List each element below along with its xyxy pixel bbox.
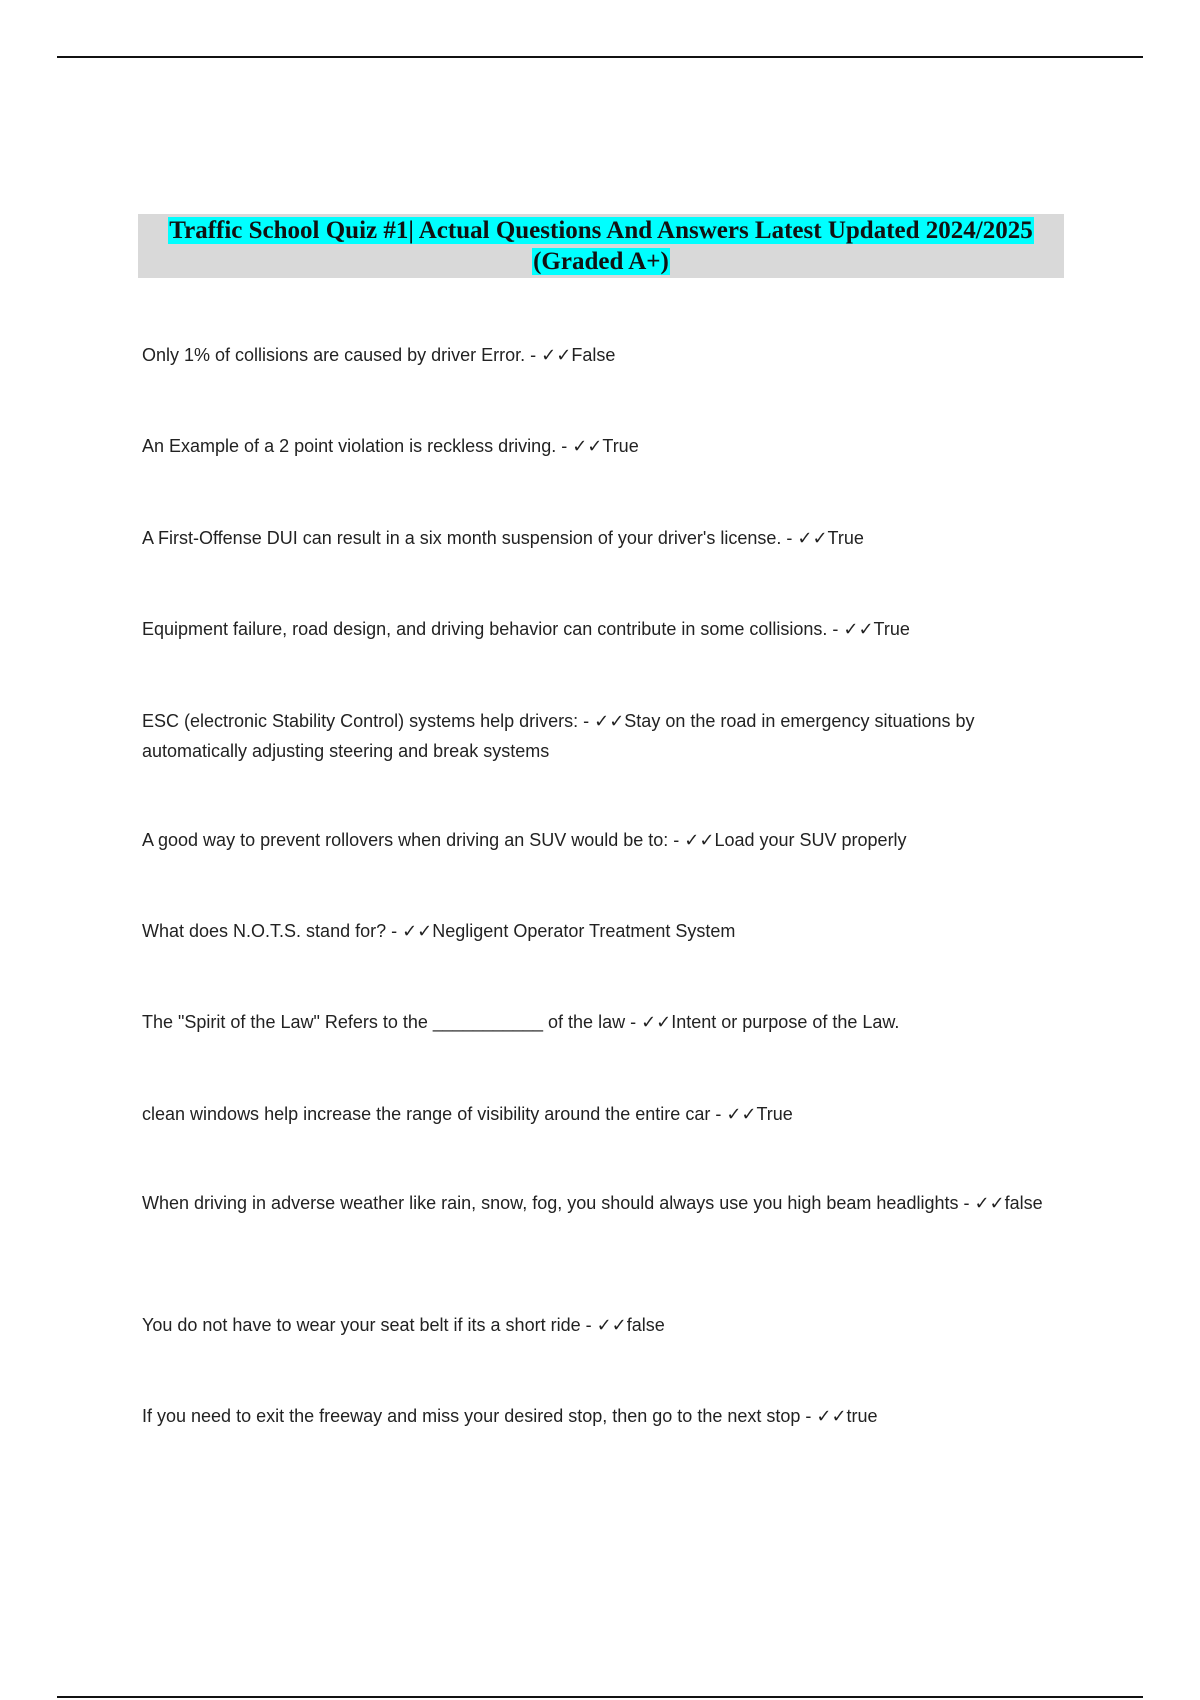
qa-item-6: A good way to prevent rollovers when driving an SUV would be to: - ✓✓Load your SUV properly: [142, 830, 907, 850]
page-title: Traffic School Quiz #1| Actual Questions And Answers Latest Updated 2024/2025 (Graded A+): [169, 217, 1033, 275]
qa-item-11: You do not have to wear your seat belt if its a short ride - ✓✓false: [142, 1315, 665, 1335]
qa-item-7: What does N.O.T.S. stand for? - ✓✓Negligent Operator Treatment System: [142, 921, 736, 941]
qa-item-12: If you need to exit the freeway and miss your desired stop, then go to the next stop - ✓✓true: [142, 1406, 878, 1426]
qa-item-10: When driving in adverse weather like rain, snow, fog, you should always use you high beam headlights - ✓✓false: [142, 1193, 1043, 1213]
title-banner: [138, 214, 1064, 278]
qa-item-8: The "Spirit of the Law" Refers to the ___________ of the law - ✓✓Intent or purpose of the Law.: [142, 1012, 900, 1032]
header-rule: [57, 56, 1143, 58]
qa-item-4: Equipment failure, road design, and driving behavior can contribute in some collisions. - ✓✓True: [142, 619, 910, 639]
qa-item-2: An Example of a 2 point violation is reckless driving. - ✓✓True: [142, 436, 639, 456]
qa-item-3: A First-Offense DUI can result in a six month suspension of your driver's license. - ✓✓True: [142, 528, 864, 548]
qa-item-5: ESC (electronic Stability Control) systems help drivers: - ✓✓Stay on the road in emergency situations by automatically adjusting steering and break systems: [142, 711, 975, 761]
qa-item-1: Only 1% of collisions are caused by driver Error. - ✓✓False: [142, 345, 616, 365]
footer-rule: [57, 1696, 1143, 1698]
qa-item-9: clean windows help increase the range of visibility around the entire car - ✓✓True: [142, 1104, 793, 1124]
